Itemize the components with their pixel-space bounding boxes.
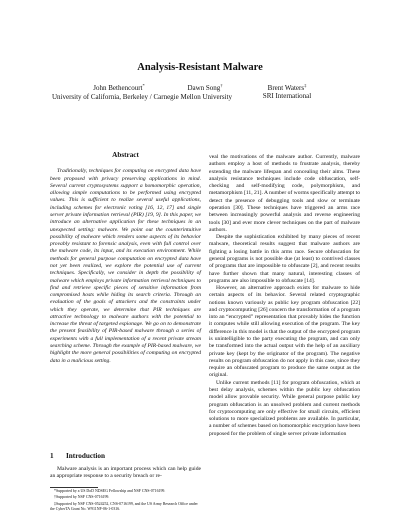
section-heading-introduction bbox=[50, 452, 105, 460]
body-paragraph: However, an alternative approach exists for malware to hide certain aspects of its behavior. Several related cryptographic notions known variously as public key program obfuscation [22] and cryptocomputing [26] concern the transformation of a program into an “encrypted” representation that provably hides the function it computes while still allowing execution of the program. The key difference in this model is that the output of the encrypted program is unintelligible to the party executing the program, and can only be transformed into the actual output with the help of an auxiliary private key (kept by the originator of the program). The negative results on program obfuscation do not apply in this case, since they require an obfuscated program to produce the same output as the original. bbox=[209, 285, 360, 379]
footnote: *Supported by a US DoD NDSEG Fellowship and NSF CNS-0716199. bbox=[54, 489, 166, 493]
abstract-text: Traditionally, techniques for computing on encrypted data have been proposed with privacy preserving applications in mind. Several current cryptosystems support a homomorphic operation, allowing simple computations to be performed using encrypted values. This is sufficient to realize several useful applications, including schemes for electronic voting [16, 12, 17] and single server private information retrieval (PIR) [19, 9]. In this paper, we introduce an alternative application for these techniques in an unexpected setting: malware. We point out the counterintuitive possibility of malware which renders some aspects of its behavior provably resistant to forensic analysis, even with full control over the malware code, its input, and its execution environment. While methods for general purpose computation on encrypted data have not yet been realized, we explore the potential use of current techniques. Specifically, we consider in depth the possibility of malware which employs private information retrieval techniques to find and retrieve specific pieces of sensitive information from compromised hosts while hiding its search criteria. Through an evaluation of the goals of attackers and the constraints under which they operate, we determine that PIR techniques are attractive technology to malware authors with the potential to increase the threat of targeted espionage. We go on to demonstrate the present feasibility of PIR-based malware through a series of experiments with a full implementation of a recent private stream searching scheme. Through the example of PIR-based malware, we highlight the more general possibilities of computing on encrypted data in a malicious setting. bbox=[50, 168, 201, 364]
author-affiliation: SRI International bbox=[262, 92, 312, 101]
body-paragraph: Unlike current methods [11] for program obfuscation, which at best delay analysis, schemes within the public key obfuscation model allow provable security. While general purpose public key program obfuscation is an unsolved problem and current methods for cryptocomputing are only effective for small circuits, efficient solutions to more specialized problems are available. In particular, a number of schemes based on homomorphic encryption have been proposed for the problem of single server private information bbox=[209, 379, 360, 437]
author-name: Dawn Song† bbox=[187, 83, 223, 92]
author-name: John Bethencourt* bbox=[93, 83, 145, 92]
footnotes bbox=[50, 489, 201, 513]
body-paragraph: Despite the sophistication exhibited by many pieces of recent malware, theoretical results suggest that malware authors are fighting a losing battle in this arms race. Secure obfuscation for general programs is not possible due (at least) to contrived classes of programs that are impossible to obfuscate [2], and recent results have further shown that many natural, interesting classes of programs are also impossible to obfuscate [14]. bbox=[209, 234, 360, 284]
introduction-text: Malware analysis is an important process which can help guide an appropriate response to a security breach or re- bbox=[50, 466, 201, 480]
abstract-heading: Abstract bbox=[112, 151, 139, 159]
section-title: Introduction bbox=[66, 452, 106, 460]
body-paragraph: veal the motivations of the malware author. Currently, malware authors employ a host of methods to frustrate analysis, thereby extending the malware lifespan and concealing their aims. These analysis resistance techniques include code obfuscation, self-checking and self-modifying code, polymorphism, and metamorphism [11, 21]. A number of worms specifically attempt to detect the presence of debugging tools and slow or terminate operation [30]. These techniques have triggered an arms race between increasingly powerful analysis and reverse engineering tools [30] and ever more clever techniques on the part of malware authors. bbox=[209, 154, 360, 233]
footnote-rule bbox=[50, 487, 98, 488]
left-column bbox=[50, 152, 201, 365]
author-3 bbox=[232, 84, 342, 101]
section-number: 1 bbox=[50, 452, 54, 460]
footnote: †Supported by NSF CNS-0716199. bbox=[54, 495, 110, 500]
right-column bbox=[209, 154, 360, 438]
footnote: ‡Supported by NSF CNS-0524252, CNS-0716199, and the US Army Research Office under the CyberTA Grant No. W911NF-06-1-0316. bbox=[50, 501, 198, 511]
paper-title: Analysis-Resistant Malware bbox=[137, 62, 263, 73]
author-name: Brent Waters‡ bbox=[267, 83, 307, 92]
author-affiliation: University of California, Berkeley / Carnegie Mellon University bbox=[51, 92, 232, 101]
